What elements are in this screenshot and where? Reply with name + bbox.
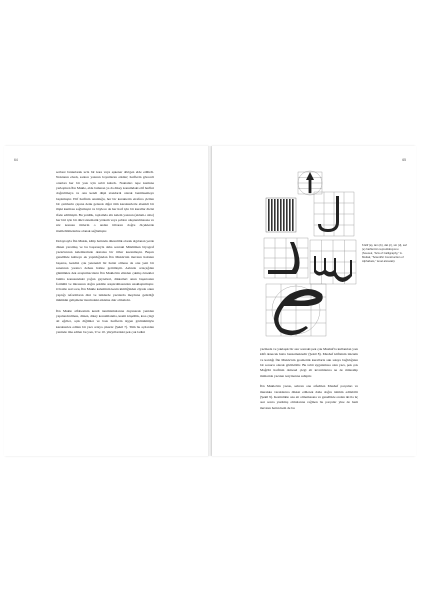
figure-caption: 6 Elif (a), lam (b), dal (c), sin (d), saf (e) harflerinin reprodüksiyonu (Soucek, "Arts of Calligraphy," A. Mutlak, "Scientific Construction of Alphabets," lenel alınarak).	[362, 243, 407, 263]
book-spread	[4, 146, 420, 456]
sad-letter-shape	[274, 289, 323, 335]
right-text-column	[260, 347, 358, 411]
left-text-column	[56, 170, 154, 335]
left-paragraph-2: Dolayısıyla İbn Mukle, kâtip hattında düzenlilik olarak algılanan yerde düzen yaratmış ve bu başarısıyla daha sonraki Müslüman biyograf yazarlarının kalemlerinde destansı bir itibar kazanmıştır. Başarı genellikle kaliteye ek yapıldığından İbn Mukle'nin mevzun hattının başarısı, kendisi çok yetenekli bir hattat olmasa da onu yeni bir sanatının yaratıcı dehası haline getirmiştir. Aslında ortaçağdan günümüze dek araştırmacıların İbn Mukle'nin elinden çıkmış örnekler bulma konusundaki yoğun gayretleri, dikkatleri onun başarısının formülü ve mirasının doğru şekilde araştırılmasından uzaklaştırmıştır. O halde asıl soru, İbn Mukle kaleminin kesin kimliğinden ziyade onun yaptığı reformların dini ve laiklerde yazılarda meydana getirdiği mümkün gelişmeler üzerindeki etkisine dair olmalıdır.	[56, 239, 154, 303]
right-page	[212, 146, 416, 456]
right-paragraph-1: yazmada ve yaklaşık bir asır sonraki pek çok Mushaf'ta kullanılan yazı kûfi denecek hatta benzemektedir (Şekil 8). Mushaf kûfisinin inizamı ve katılığı İbn Mukle'nin geometrik kurallarla sıkı sıkıya bağlılığının bir sonucu olarak görülebilir. Bu tabii uygulaması olan yazı, pek çok Mağribi harfinin dairesel çizgi alt kıvrımlarına ne de müteahip mimaride yazının tezyinatına sahiptir.	[260, 347, 358, 378]
left-page	[4, 146, 208, 456]
letter-construction-diagram	[260, 170, 358, 342]
striped-letter-shape	[266, 198, 296, 232]
left-page-number: 64	[14, 158, 18, 162]
alif-letter-shape	[306, 172, 314, 193]
right-page-number: 65	[402, 158, 406, 162]
right-paragraph-2: İbn Mukle'nin yazısı, sehven ona atfedilen Mushaf parçaları ve murakka varaklarına dikkat edilerek daha doğru tahmin edilebilir (Şekil 9). Kestinlikle ona ait olmamasına ve genellikle ondan iki ila üç asır sonra yazılmış olmalarına rağmen bu parçalar yine de hem mevzun hattın hem de bu	[260, 384, 358, 410]
calligraphy-figure	[260, 170, 358, 342]
left-paragraph-3: İbn Mukle alfabesinin kendi tanımlamalarına dayanarak yeniden yapılandırılması, düzen, dikey konumlanma, kısmi köşelilik, kısa çizgi alt eğriler, açık diğimler ve bazı harflerin üçgen görünümüyle karakterize edilen bir yazı ortaya çıkartır (Şekil 7). Tüm bu açılardan yeninde ima edilen bu yazı, 9 ve 10. yüzyıllardaki pek çok ladini	[56, 308, 154, 334]
left-paragraph-1: serbest bırakılarak ucla bir kare veya eşkenar dörtgen elde edilirdi. Noktanın ebadı, sadece yazının boyutlarını etkiler; harflerin göreceli oranları her bir yazı için sabit kalırdı. Noktaları tepe kısmına yerleştiren İbn Mukle, elde bulunan ya da dikey konumdaki elif harfini doğrultmaya ve onu kendi düşü standardı olarak benimsemeye başlamıştır. Elif harfinin uzunluğu, her bir karakterin etrafına çizilen bir çemberin çapına denk gelerek diğer tüm karakterlerle abenkli bir ilişki kurması sağlamıştır ve böylece de her harf için bir kurallar dizisi ifade edilmiştir. Bu yenilik, toplamda altı kalem yazının (aklam-ı sitte) her biri için bir düzi sistematik yöntem veya şablon oluşturulmasına ve söz konusu türlerin o andan itibaren doğru ölçeklerde üretilebilmelerine olanak sağlamıştır.	[56, 170, 154, 233]
